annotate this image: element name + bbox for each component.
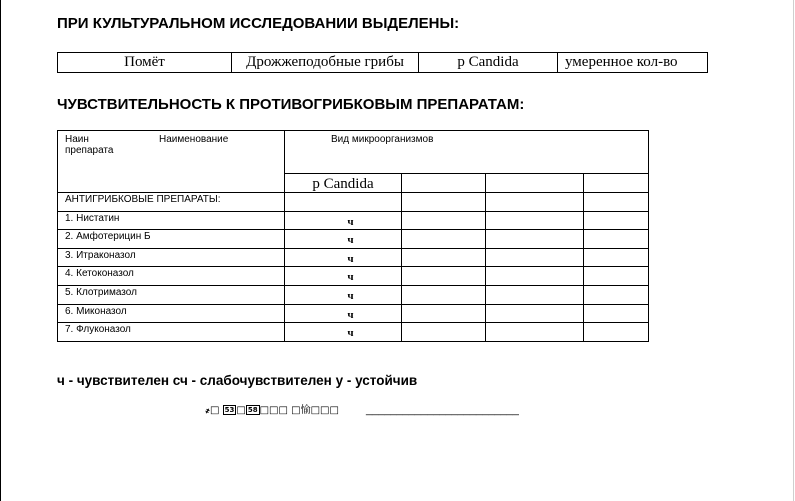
drug-name-header: [58, 131, 285, 193]
drug-result: ч: [285, 248, 402, 267]
drug-name: 6. Миконазол: [58, 304, 285, 323]
culture-results-row: [58, 53, 708, 73]
table-row: [58, 285, 649, 304]
drug-header-subtitle: препарата: [65, 145, 114, 156]
amount-cell: умеренное кол-во: [558, 53, 708, 73]
empty-organism-column: [402, 174, 486, 193]
organisms-header: Вид микроорганизмов: [285, 131, 649, 174]
drug-name: 2. Амфотерицин Б: [58, 230, 285, 249]
sensitivity-heading: ЧУВСТВИТЕЛЬНОСТЬ К ПРОТИВОГРИБКОВЫМ ПРЕПАРАТАМ:: [57, 96, 525, 113]
drug-result: ч: [285, 285, 402, 304]
garbled-code-2: 58: [247, 406, 258, 414]
drug-result: ч: [285, 304, 402, 323]
drug-name: 5. Клотримазол: [58, 285, 285, 304]
page-right-edge: [793, 0, 794, 501]
table-row: [58, 323, 649, 342]
drug-result: ч: [285, 267, 402, 286]
table-row: [58, 304, 649, 323]
garbled-separator: □: [236, 405, 246, 416]
signature-line: [205, 403, 519, 418]
garbled-prefix: ҂□: [205, 405, 223, 416]
table-row: [58, 230, 649, 249]
drug-name: 1. Нистатин: [58, 211, 285, 230]
table-row: [58, 211, 649, 230]
drug-name: 3. Итраконазол: [58, 248, 285, 267]
garbled-middle: □□□ □愉□□□: [259, 405, 339, 416]
material-cell: Помёт: [58, 53, 232, 73]
sensitivity-table: [57, 130, 649, 342]
drug-header-title: Наименование: [159, 134, 229, 145]
drug-name: 4. Кетоконазол: [58, 267, 285, 286]
drug-result: ч: [285, 211, 402, 230]
table-row: [58, 248, 649, 267]
garbled-code-1: 53: [224, 406, 235, 414]
drug-result: ч: [285, 230, 402, 249]
group-label: АНТИГРИБКОВЫЕ ПРЕПАРАТЫ:: [58, 193, 285, 212]
table-row: [58, 267, 649, 286]
drug-name: 7. Флуконазол: [58, 323, 285, 342]
signature-underline: _________________________: [365, 404, 519, 416]
drug-result: ч: [285, 323, 402, 342]
table-header-row: [58, 131, 649, 174]
organism-column-header: p Candida: [285, 174, 402, 193]
results-legend: ч - чувствителен сч - слабочувствителен у - устойчив: [57, 373, 418, 388]
culture-heading: ПРИ КУЛЬТУРАЛЬНОМ ИССЛЕДОВАНИИ ВЫДЕЛЕНЫ:: [57, 15, 460, 32]
page-left-edge: [0, 0, 1, 501]
organism-group-cell: Дрожжеподобные грибы: [232, 53, 419, 73]
empty-organism-column: [486, 174, 584, 193]
organism-cell: p Candida: [419, 53, 558, 73]
empty-organism-column: [584, 174, 649, 193]
culture-results-table: [57, 52, 708, 73]
group-row: [58, 193, 649, 212]
drug-header-short: Наин: [65, 134, 89, 145]
